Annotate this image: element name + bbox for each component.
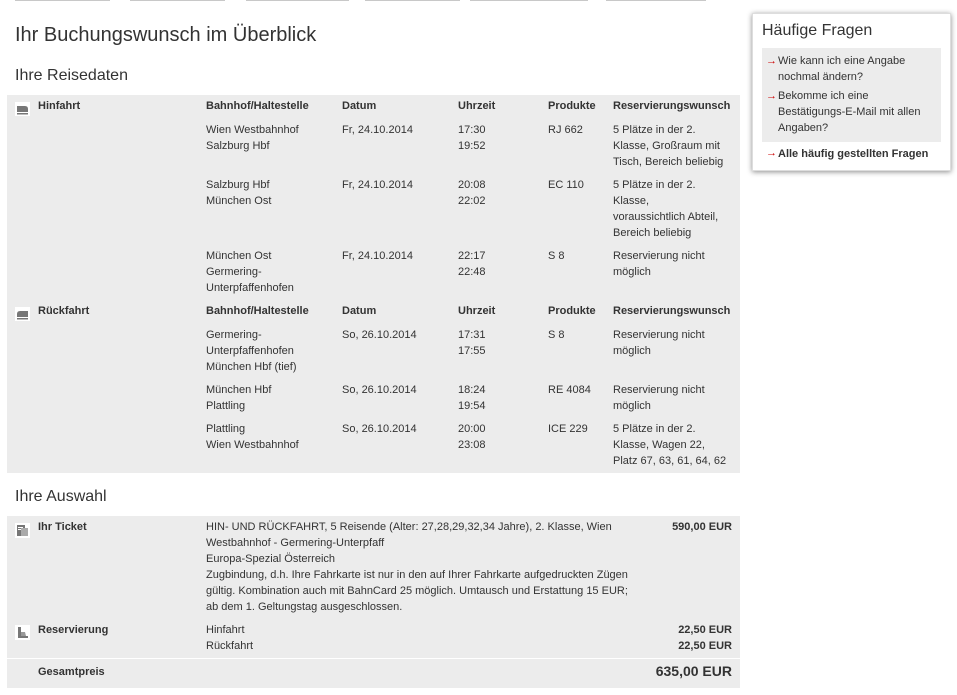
col-reservation: Reservierungswunsch	[613, 100, 731, 112]
leg-dep: 18:24	[458, 384, 486, 396]
leg-res: Platz 67, 63, 61, 64, 62	[613, 455, 727, 467]
leg-product: RE 4084	[548, 384, 591, 396]
tab-stub	[606, 0, 706, 1]
ticket-desc: HIN- UND RÜCKFAHRT, 5 Reisende (Alter: 27,28,29,32,34 Jahre), 2. Klasse, Wien	[206, 521, 612, 533]
leg-from: Plattling	[206, 423, 246, 435]
total-divider	[7, 658, 740, 659]
col-time: Uhrzeit	[458, 100, 496, 112]
reservation-out-label: Hinfahrt	[206, 624, 245, 636]
section-choice-title: Ihre Auswahl	[15, 488, 107, 505]
leg-to: Salzburg Hbf	[206, 140, 270, 152]
leg-res: Bereich beliebig	[613, 227, 692, 239]
leg-arr: 23:08	[458, 439, 486, 451]
arrow-right-icon: →	[766, 90, 777, 102]
leg-res: 5 Plätze in der 2.	[613, 124, 696, 136]
ticket-desc: Westbahnhof - Germering-Unterpfaff	[206, 537, 385, 549]
leg-res: Tisch, Bereich beliebig	[613, 156, 724, 168]
faq-question-line: Bestätigungs-E-Mail mit allen	[778, 106, 921, 118]
faq-title: Häufige Fragen	[762, 22, 873, 39]
leg-from: München Hbf	[206, 384, 272, 396]
faq-question-line: nochmal ändern?	[778, 71, 864, 83]
leg-date: Fr, 24.10.2014	[342, 179, 413, 191]
section-travel-title: Ihre Reisedaten	[15, 67, 128, 84]
col-date: Datum	[342, 305, 377, 317]
faq-question-line: Angaben?	[778, 122, 829, 134]
leg-res: 5 Plätze in der 2.	[613, 179, 696, 191]
leg-res: Klasse,	[613, 195, 650, 207]
inbound-label: Rückfahrt	[38, 305, 90, 317]
leg-res: möglich	[613, 400, 651, 412]
leg-arr: 19:54	[458, 400, 486, 412]
leg-dep: 22:17	[458, 250, 486, 262]
leg-arr: 19:52	[458, 140, 486, 152]
leg-arr: 22:48	[458, 266, 486, 278]
faq-question-email[interactable]	[778, 88, 936, 136]
leg-date: So, 26.10.2014	[342, 329, 417, 341]
tab-stub	[15, 0, 110, 1]
leg-from: Germering-	[206, 329, 262, 341]
ticket-icon	[15, 523, 30, 537]
reservation-icon	[15, 625, 30, 639]
leg-to: München Ost	[206, 195, 272, 207]
col-reservation: Reservierungswunsch	[613, 305, 731, 317]
choice-panel	[7, 516, 740, 688]
leg-product: S 8	[548, 250, 565, 262]
leg-to: München Hbf (tief)	[206, 361, 297, 373]
ticket-price: 590,00 EUR	[672, 521, 732, 533]
leg-from: München Ost	[206, 250, 272, 262]
tab-stub	[130, 0, 225, 1]
total-label: Gesamtpreis	[38, 666, 105, 678]
leg-from: Salzburg Hbf	[206, 179, 270, 191]
leg-res: Reservierung nicht	[613, 384, 705, 396]
arrow-right-icon: →	[766, 147, 777, 159]
ticket-desc: Zugbindung, d.h. Ihre Fahrkarte ist nur in den auf Ihrer Fahrkarte aufgedruckten Zügen	[206, 569, 628, 581]
leg-res: Klasse, Großraum mit	[613, 140, 720, 152]
leg-to: Wien Westbahnhof	[206, 439, 299, 451]
col-products: Produkte	[548, 100, 596, 112]
inbound-train-icon	[15, 307, 30, 321]
ticket-desc: Europa-Spezial Österreich	[206, 553, 336, 565]
faq-question-list	[762, 48, 941, 142]
total-price: 635,00 EUR	[655, 663, 732, 679]
faq-question-change[interactable]	[778, 53, 936, 85]
leg-dep: 17:31	[458, 329, 486, 341]
outbound-train-icon	[15, 102, 30, 116]
leg-res: möglich	[613, 266, 651, 278]
ticket-desc: ab dem 1. Geltungstag ausgeschlossen.	[206, 601, 403, 613]
leg-res: möglich	[613, 345, 651, 357]
leg-to: Unterpfaffenhofen	[206, 282, 294, 294]
leg-product: ICE 229	[548, 423, 588, 435]
faq-all-link[interactable]: Alle häufig gestellten Fragen	[778, 148, 929, 160]
leg-date: Fr, 24.10.2014	[342, 124, 413, 136]
page-title: Ihr Buchungswunsch im Überblick	[15, 24, 317, 46]
reservation-in-label: Rückfahrt	[206, 640, 254, 652]
col-time: Uhrzeit	[458, 305, 496, 317]
reservation-out-price: 22,50 EUR	[678, 624, 732, 636]
outbound-label: Hinfahrt	[38, 100, 81, 112]
leg-arr: 17:55	[458, 345, 486, 357]
leg-product: S 8	[548, 329, 565, 341]
ticket-label: Ihr Ticket	[38, 521, 87, 533]
leg-date: So, 26.10.2014	[342, 423, 417, 435]
reservation-label: Reservierung	[38, 624, 109, 636]
faq-box	[752, 13, 951, 171]
leg-res: voraussichtlich Abteil,	[613, 211, 719, 223]
col-products: Produkte	[548, 305, 596, 317]
leg-res: Reservierung nicht	[613, 250, 705, 262]
leg-arr: 22:02	[458, 195, 486, 207]
ticket-desc: gültig. Kombination auch mit BahnCard 25 möglich. Umtausch und Erstattung 15 EUR;	[206, 585, 628, 597]
leg-to: Germering-	[206, 266, 262, 278]
leg-date: Fr, 24.10.2014	[342, 250, 413, 262]
leg-dep: 20:00	[458, 423, 486, 435]
leg-dep: 17:30	[458, 124, 486, 136]
leg-res: 5 Plätze in der 2.	[613, 423, 696, 435]
tab-stub	[470, 0, 588, 1]
faq-question-line: Bekomme ich eine	[778, 90, 869, 102]
faq-question-line: Wie kann ich eine Angabe	[778, 55, 906, 67]
leg-from: Unterpfaffenhofen	[206, 345, 294, 357]
tab-stub	[246, 0, 349, 1]
leg-product: EC 110	[548, 179, 584, 191]
leg-product: RJ 662	[548, 124, 583, 136]
reservation-in-price: 22,50 EUR	[678, 640, 732, 652]
col-date: Datum	[342, 100, 377, 112]
leg-res: Klasse, Wagen 22,	[613, 439, 705, 451]
leg-to: Plattling	[206, 400, 246, 412]
arrow-right-icon: →	[766, 55, 777, 67]
travel-panel	[7, 95, 740, 473]
tab-stub	[365, 0, 460, 1]
leg-res: Reservierung nicht	[613, 329, 705, 341]
leg-dep: 20:08	[458, 179, 486, 191]
col-station: Bahnhof/Haltestelle	[206, 305, 309, 317]
col-station: Bahnhof/Haltestelle	[206, 100, 309, 112]
leg-from: Wien Westbahnhof	[206, 124, 299, 136]
leg-date: So, 26.10.2014	[342, 384, 417, 396]
